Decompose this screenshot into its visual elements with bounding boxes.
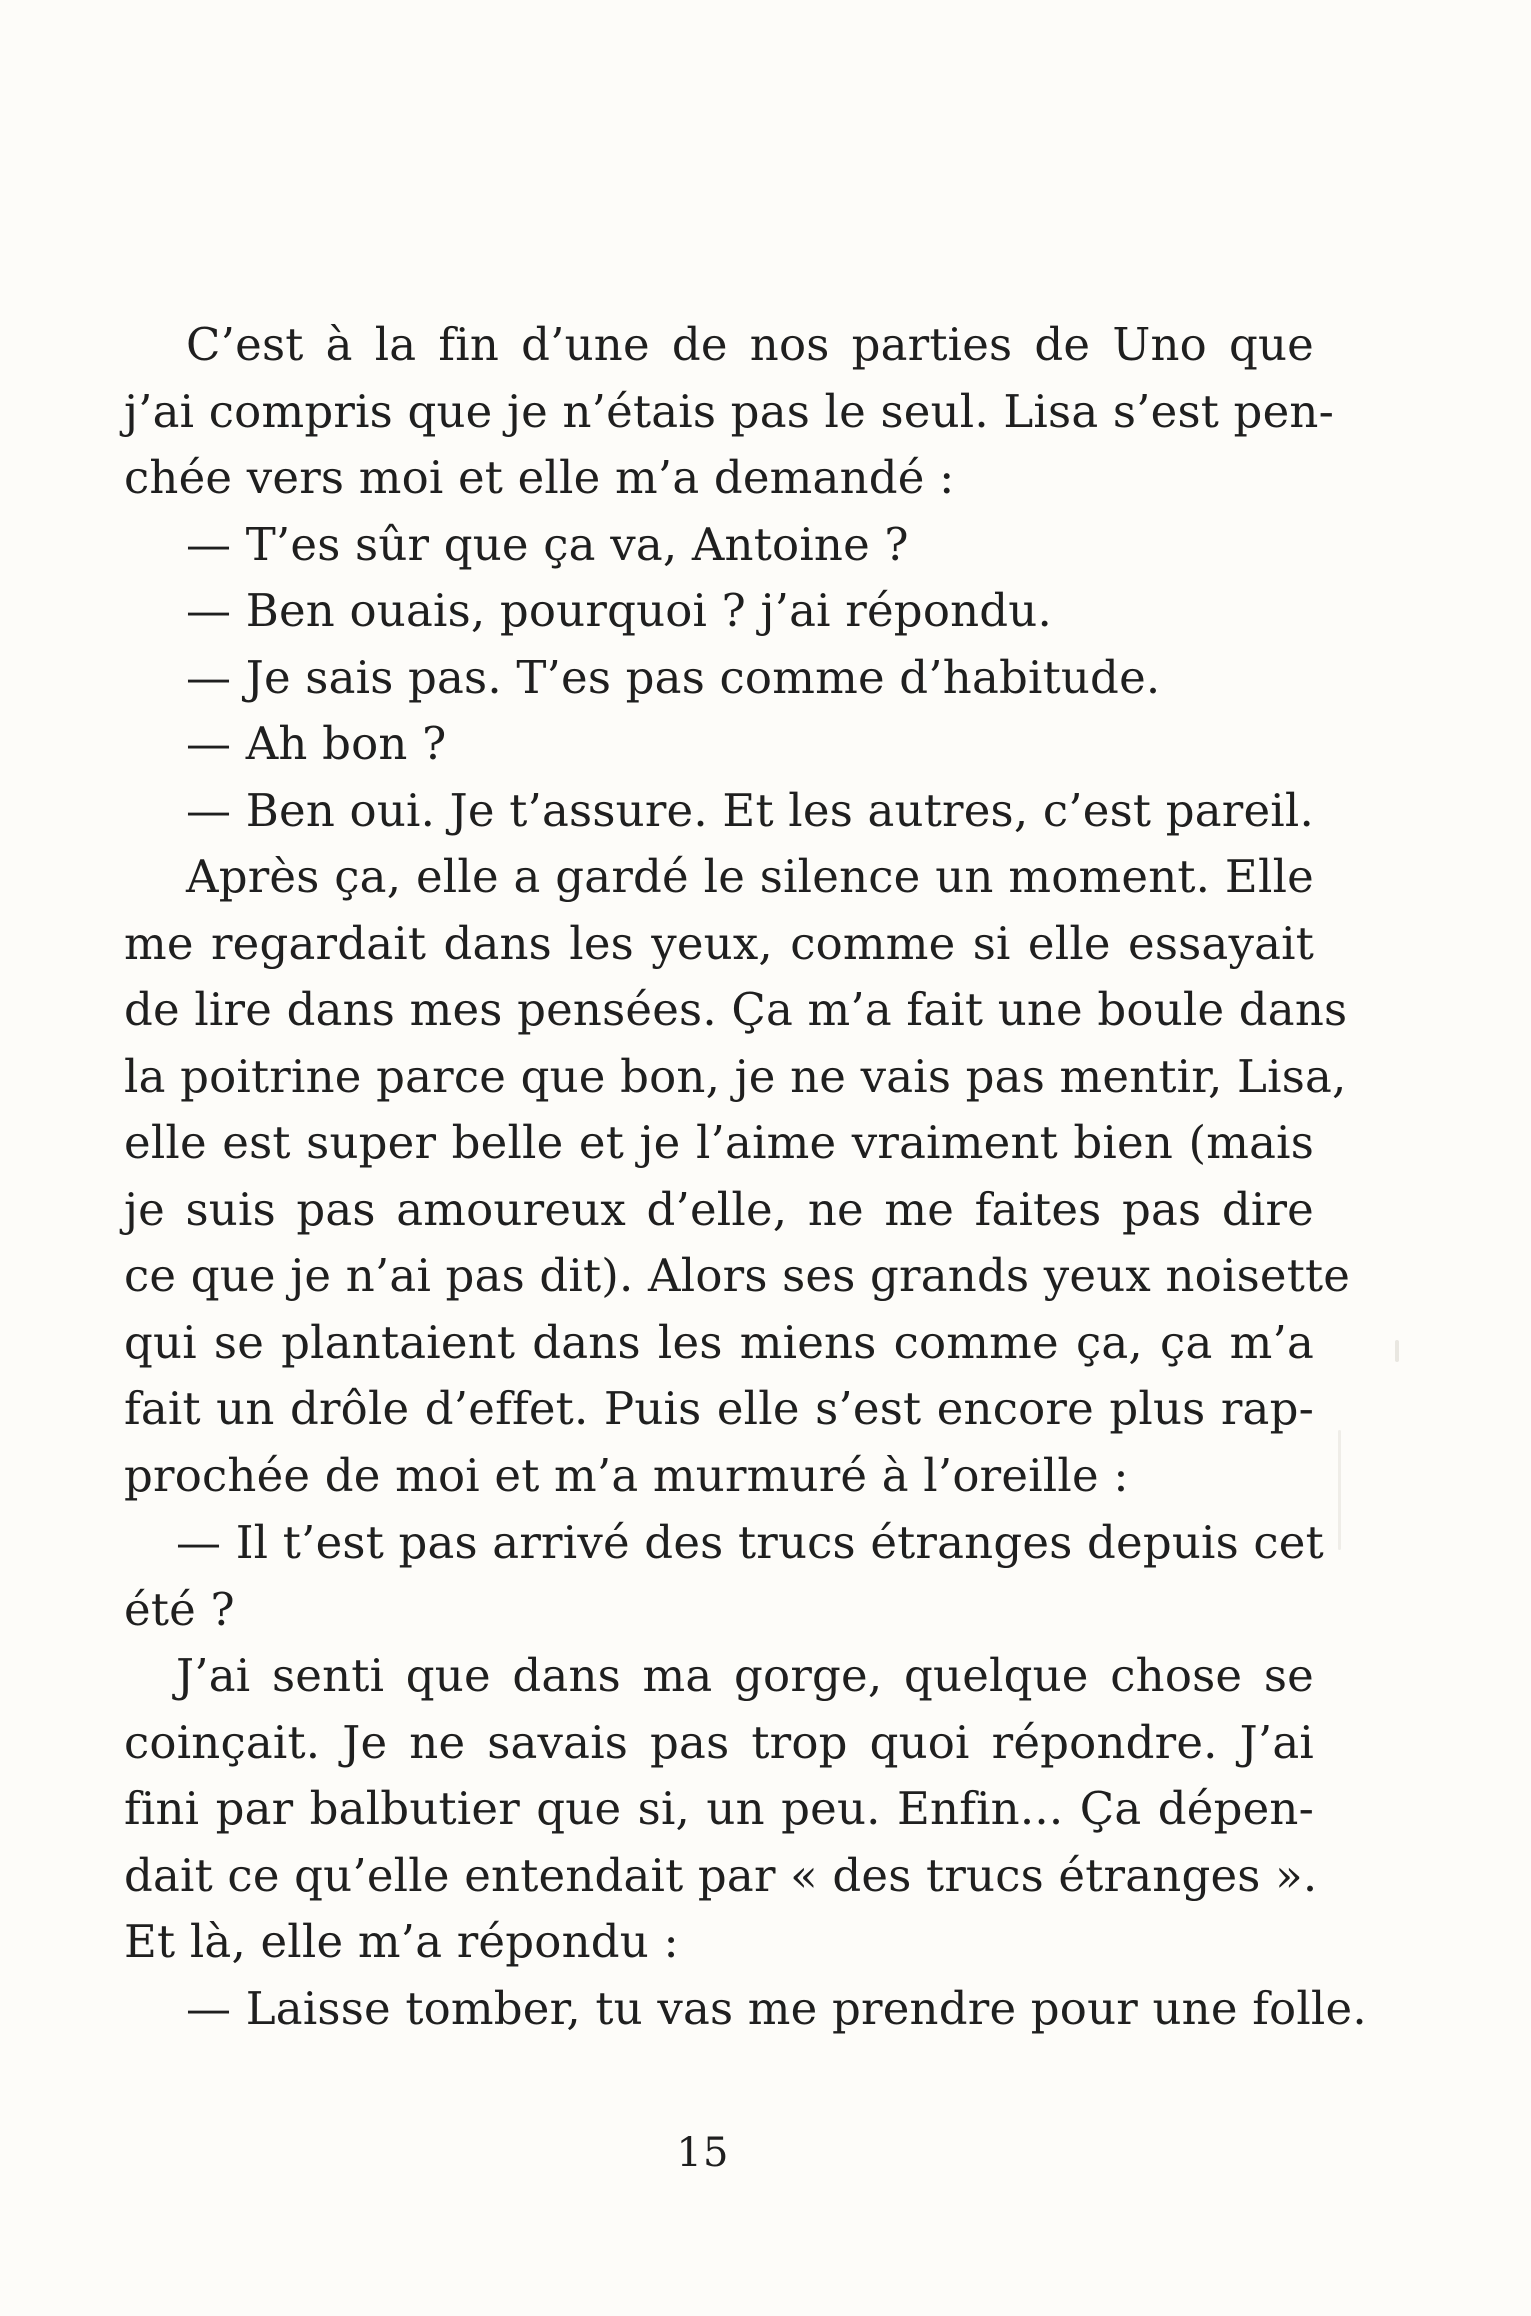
scan-streak [1338,1430,1341,1550]
text-line: coinçait. Je ne savais pas trop quoi répondre. J’ai [124,1716,1314,1769]
dialogue-line: — Ah bon ? [186,717,447,770]
dialogue-line: — Laisse tomber, tu vas me prendre pour une folle. [186,1982,1367,2035]
text-line: la poitrine parce que bon, je ne vais pas mentir, Lisa, [124,1050,1347,1103]
text-line: elle est super belle et je l’aime vraiment bien (mais [124,1116,1314,1169]
text-line: J’ai senti que dans ma gorge, quelque chose se [176,1649,1314,1702]
text-line: fini par balbutier que si, un peu. Enfin... Ça dépen- [124,1782,1314,1835]
dialogue-line: — Ben oui. Je t’assure. Et les autres, c’est pareil. [186,784,1314,837]
text-line: me regardait dans les yeux, comme si elle essayait [124,917,1314,970]
text-line: Après ça, elle a gardé le silence un moment. Elle [186,850,1314,903]
dialogue-line: — Ben ouais, pourquoi ? j’ai répondu. [186,584,1052,637]
scan-speck [1395,1340,1399,1362]
text-line: C’est à la fin d’une de nos parties de Uno que [186,318,1314,371]
dialogue-line: — T’es sûr que ça va, Antoine ? [186,518,909,571]
text-line: je suis pas amoureux d’elle, ne me faites pas dire [124,1183,1314,1236]
page-number: 15 [676,2130,730,2176]
text-line: été ? [124,1583,235,1636]
dialogue-line: — Je sais pas. T’es pas comme d’habitude. [186,651,1161,704]
text-line: prochée de moi et m’a murmuré à l’oreille : [124,1449,1129,1502]
dialogue-line: — Il t’est pas arrivé des trucs étranges depuis cet [176,1516,1324,1569]
text-line: j’ai compris que je n’étais pas le seul. Lisa s’est pen- [124,385,1334,438]
text-line: de lire dans mes pensées. Ça m’a fait une boule dans [124,983,1348,1036]
text-line: ce que je n’ai pas dit). Alors ses grands yeux noisette [124,1249,1351,1302]
text-line: fait un drôle d’effet. Puis elle s’est encore plus rap- [124,1382,1314,1435]
text-line: dait ce qu’elle entendait par « des trucs étranges ». [124,1849,1318,1902]
text-line: Et là, elle m’a répondu : [124,1915,679,1968]
text-line: chée vers moi et elle m’a demandé : [124,451,955,504]
text-line: qui se plantaient dans les miens comme ça, ça m’a [124,1316,1314,1369]
